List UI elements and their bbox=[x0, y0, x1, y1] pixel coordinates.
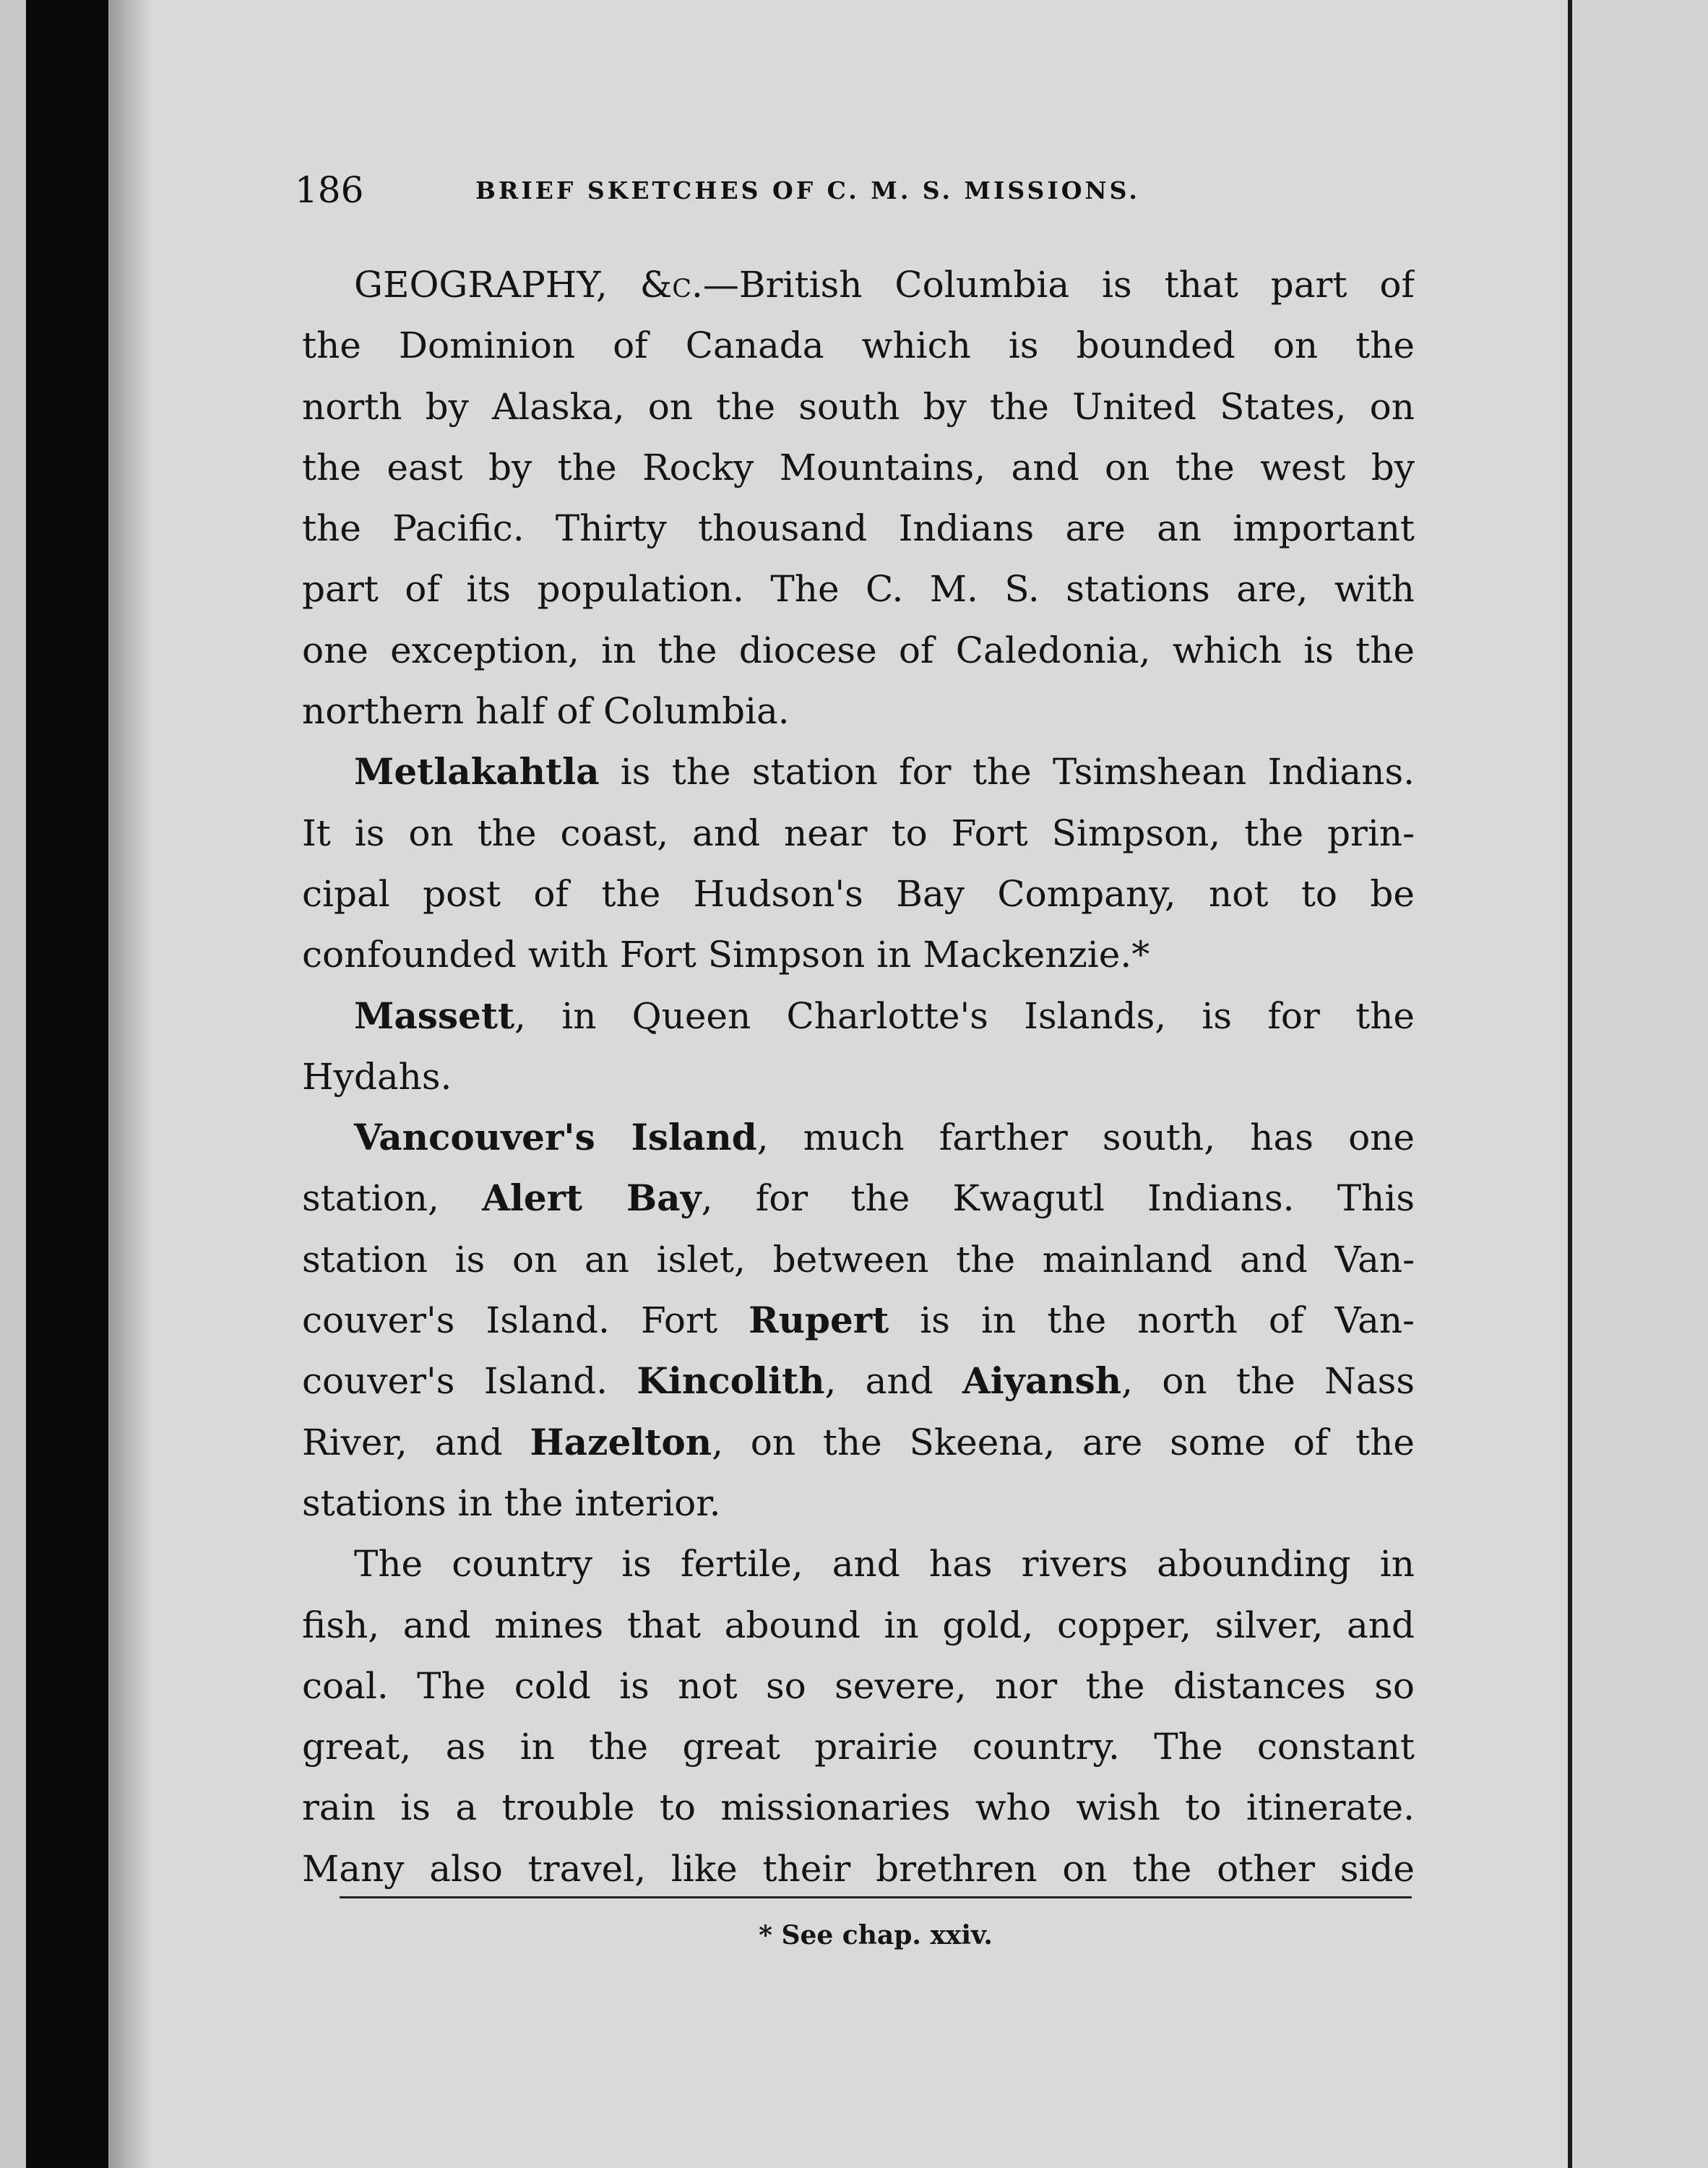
text-line: Vancouver's Island, much farther south, has one bbox=[354, 1116, 1415, 1159]
text-line: north by Alaska, on the south by the United States, on bbox=[302, 385, 1415, 428]
place-name: Kincolith bbox=[637, 1359, 825, 1403]
text-line: It is on the coast, and near to Fort Simpson, the prin- bbox=[302, 812, 1415, 854]
text-line: great, as in the great prairie country. The constant bbox=[302, 1726, 1415, 1768]
text-line: Hydahs. bbox=[302, 1055, 452, 1098]
place-name: Metlakahtla bbox=[354, 750, 600, 793]
text-line: northern half of Columbia. bbox=[302, 690, 790, 733]
text-line: rain is a trouble to missionaries who wish to itinerate. bbox=[302, 1786, 1415, 1829]
text-line: the east by the Rocky Mountains, and on the west by bbox=[302, 446, 1415, 489]
text-line: cipal post of the Hudson's Bay Company, not to be bbox=[302, 872, 1415, 915]
page-number: 186 bbox=[295, 169, 364, 211]
text-line: couver's Island. Fort Rupert is in the north of Van- bbox=[302, 1299, 1415, 1342]
text-line: The country is fertile, and has rivers abounding in bbox=[354, 1543, 1415, 1586]
text-line: GEOGRAPHY, &c.—British Columbia is that part of bbox=[354, 264, 1415, 306]
footnote: * See chap. xxiv. bbox=[759, 1920, 993, 1950]
text-line: one exception, in the diocese of Caledonia, which is the bbox=[302, 629, 1415, 671]
text-line: Many also travel, like their brethren on the other side bbox=[302, 1847, 1415, 1890]
text-line: part of its population. The C. M. S. stations are, with bbox=[302, 568, 1415, 611]
place-name: Rupert bbox=[749, 1299, 889, 1342]
place-name: Vancouver's Island bbox=[354, 1116, 757, 1159]
running-head: BRIEF SKETCHES OF C. M. S. MISSIONS. bbox=[475, 176, 1140, 205]
text-line: Massett, in Queen Charlotte's Islands, is for the bbox=[354, 994, 1415, 1037]
spine-shadow bbox=[108, 0, 152, 2168]
place-name: Hazelton bbox=[530, 1420, 712, 1463]
text-line: station, Alert Bay, for the Kwagutl Indians. This bbox=[302, 1177, 1415, 1220]
text-line: Metlakahtla is the station for the Tsimshean Indians. bbox=[354, 750, 1415, 793]
text-line: station is on an islet, between the mainland and Van- bbox=[302, 1238, 1415, 1281]
text-line: confounded with Fort Simpson in Mackenzie.* bbox=[302, 934, 1150, 976]
text-line: coal. The cold is not so severe, nor the distances so bbox=[302, 1664, 1415, 1707]
place-name: Aiyansh bbox=[962, 1359, 1122, 1403]
place-name: Massett bbox=[354, 994, 515, 1037]
text-line: stations in the interior. bbox=[302, 1481, 721, 1524]
text-line: couver's Island. Kincolith, and Aiyansh, on the Nass bbox=[302, 1359, 1415, 1403]
text-line: River, and Hazelton, on the Skeena, are some of the bbox=[302, 1420, 1415, 1463]
body-text bbox=[302, 254, 1415, 1899]
footnote-rule bbox=[340, 1896, 1412, 1898]
left-edge-strip bbox=[0, 0, 26, 2168]
place-name: Alert Bay bbox=[482, 1177, 702, 1220]
facing-page-edge bbox=[1572, 0, 1708, 2168]
page-header bbox=[295, 165, 1407, 215]
text-line: fish, and mines that abound in gold, copper, silver, and bbox=[302, 1604, 1415, 1646]
text-line: the Pacific. Thirty thousand Indians are an important bbox=[302, 507, 1415, 550]
text-line: the Dominion of Canada which is bounded on the bbox=[302, 324, 1415, 367]
